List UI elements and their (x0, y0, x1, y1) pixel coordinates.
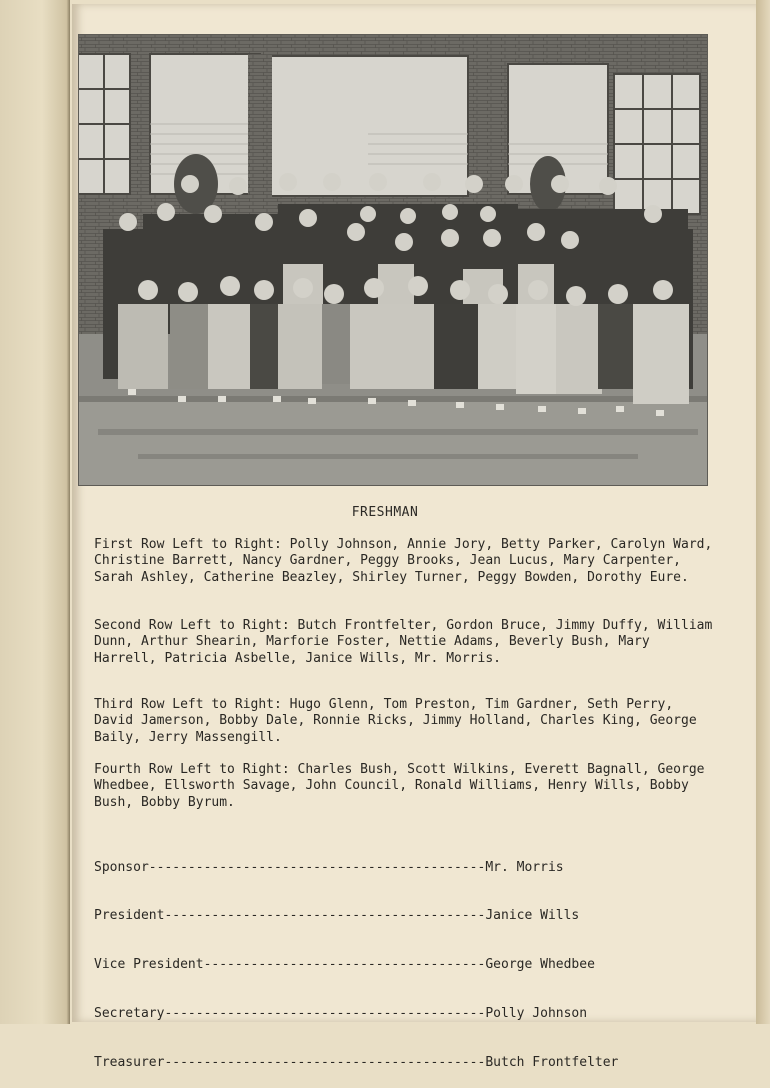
class-photo (78, 34, 708, 486)
officer-sponsor: Sponsor-------------------------------------------Mr. Morris (94, 859, 564, 875)
officer-secretary: Secretary-----------------------------------------Polly Johnson (94, 1006, 588, 1022)
second-row-caption: Second Row Left to Right: Butch Frontfelter, Gordon Bruce, Jimmy Duffy, William Dunn, Arthur Shearin, Marforie Foster, Nettie Adams, Beverly Bush, Mary Harrell, Patricia Asbelle, Janice Wills, Mr. Morris. (94, 618, 713, 666)
officer-vice-president: Vice President------------------------------------George Whedbee (94, 957, 595, 973)
third-row-caption: Third Row Left to Right: Hugo Glenn, Tom Preston, Tim Gardner, Seth Perry, David Jamerson, Bobby Dale, Ronnie Ricks, Jimmy Holland, Charles King, George Baily, Jerry Massengill. (94, 697, 697, 745)
officer-treasurer: Treasurer-----------------------------------------Butch Frontfelter (94, 1055, 619, 1071)
officer-president: President-----------------------------------------Janice Wills (94, 908, 580, 924)
first-row-caption: First Row Left to Right: Polly Johnson, Annie Jory, Betty Parker, Carolyn Ward, Christine Barrett, Nancy Gardner, Peggy Brooks, Jean Lucus, Mary Carpenter, Sarah Ashley, Catherine Beazley, Shirley Turner, Peggy Bowden, Dorothy Eure. (94, 537, 713, 585)
fourth-row-caption: Fourth Row Left to Right: Charles Bush, Scott Wilkins, Everett Bagnall, George Whedbee, Ellsworth Savage, John Council, Ronald Williams, Henry Wills, Bobby Bush, Bobby Byrum. (94, 762, 705, 810)
section-title: FRESHMAN (351, 505, 419, 520)
officers-list (94, 827, 714, 1088)
